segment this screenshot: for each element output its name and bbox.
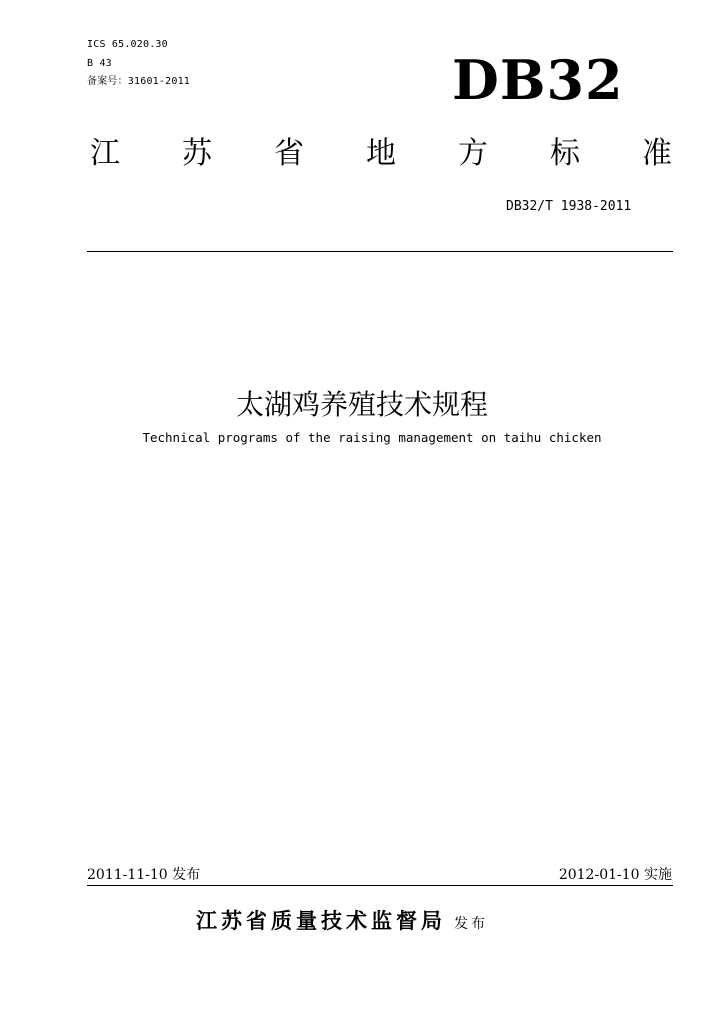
standard-type-title: [88, 132, 674, 176]
document-title-chinese: 太湖鸡养殖技术规程: [235, 388, 488, 421]
issue-date: 2011-11-10 发布: [87, 867, 201, 883]
standard-type-char: 苏: [182, 136, 212, 171]
classification-code: B 43: [87, 58, 112, 69]
standard-type-char: 准: [642, 136, 672, 171]
standard-type-char: 方: [458, 136, 488, 171]
standard-logo: DB32: [452, 48, 624, 112]
document-title-english: Technical programs of the raising management on taihu chicken: [142, 430, 602, 445]
standard-type-char: 江: [90, 136, 120, 171]
effective-date: 2012-01-10 实施: [558, 867, 672, 883]
standard-number: DB32/T 1938-2011: [506, 199, 632, 214]
footer-divider: [87, 885, 673, 886]
ics-code: ICS 65.020.30: [87, 39, 168, 50]
standard-type-char: 省: [274, 136, 304, 171]
issuer-block: [196, 906, 488, 939]
issuer-suffix: 发布: [454, 916, 488, 932]
issuer-name: 江苏省质量技术监督局: [196, 909, 446, 933]
header-divider: [87, 251, 673, 252]
standard-type-char: 标: [550, 136, 580, 171]
registration-number: 备案号：31601-2011: [87, 76, 191, 87]
standard-type-char: 地: [366, 136, 396, 171]
